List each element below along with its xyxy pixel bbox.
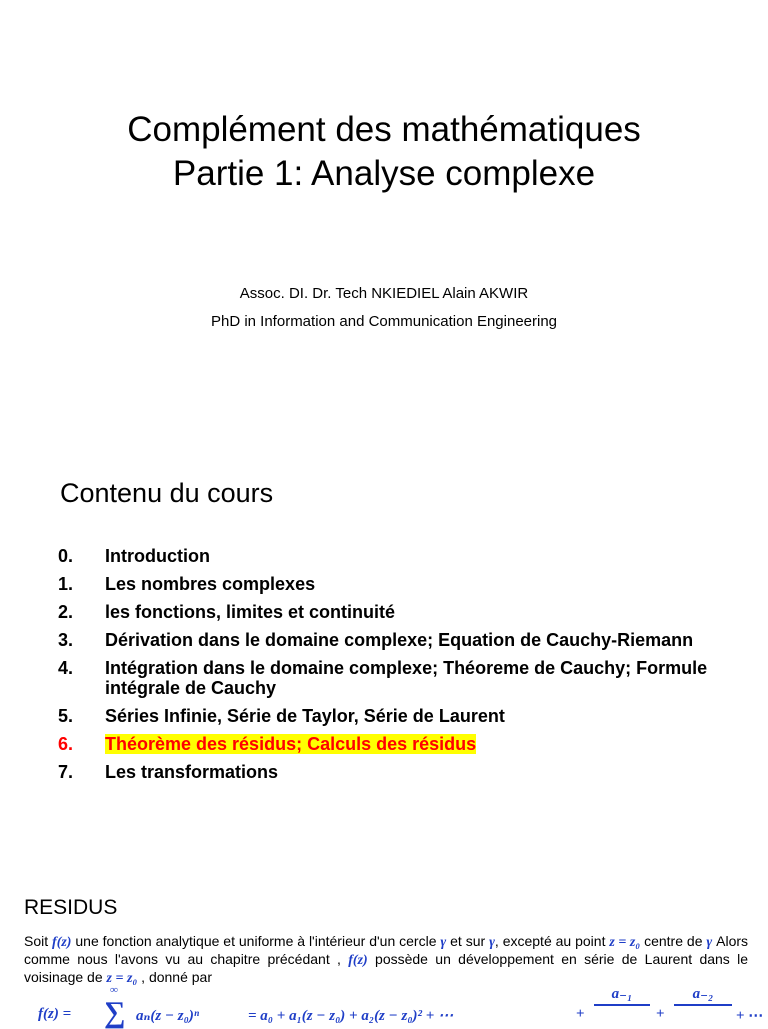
toc-item-text: Dérivation dans le domaine complexe; Equation de Cauchy-Riemann — [105, 630, 694, 650]
toc-item-highlighted — [58, 734, 738, 754]
author-degree: PhD in Information and Communication Engineering — [210, 313, 558, 330]
toc-item-number: 0. — [58, 546, 74, 566]
math-inline: z = z₀ — [106, 971, 138, 986]
title-line-2: Partie 1: Analyse complexe — [172, 154, 596, 193]
toc-item — [58, 574, 738, 594]
toc-item-text: Introduction — [105, 546, 210, 566]
formula-lhs: f(z) = — [38, 1006, 72, 1022]
toc-item — [58, 706, 738, 726]
title-line-1: Complément des mathématiques — [127, 110, 641, 149]
fraction-bar — [674, 1004, 732, 1006]
document-title — [0, 108, 768, 196]
fraction-bar — [594, 1004, 650, 1006]
section-heading: RESIDUS — [24, 896, 118, 919]
math-inline: f(z) — [52, 935, 72, 950]
summation-symbol: ∑ — [104, 996, 126, 1029]
fraction-numerator-1: a₋₁ — [611, 986, 633, 1002]
toc-item-text: les fonctions, limites et continuité — [105, 602, 396, 622]
math-inline: z = z₀ — [609, 935, 641, 950]
toc-item-text: Intégration dans le domaine complexe; Théoreme de Cauchy; Formule intégrale de Cauchy — [105, 658, 708, 698]
series-tail: + ⋯ — [736, 1008, 764, 1024]
toc-item-number: 5. — [58, 706, 74, 726]
sum-upper-limit: ∞ — [110, 984, 118, 996]
toc-item-text: Les nombres complexes — [105, 574, 316, 594]
toc-item — [58, 630, 738, 650]
toc-item — [58, 546, 738, 566]
math-inline: γ — [440, 935, 447, 950]
toc-item-number: 7. — [58, 762, 74, 782]
fraction-numerator-2: a₋₂ — [692, 986, 714, 1002]
plus-sign: + — [576, 1006, 585, 1022]
toc-item — [58, 658, 738, 698]
toc-item — [58, 762, 738, 782]
toc-item-text: Théorème des résidus; Calculs des résidus — [105, 734, 477, 754]
series-expansion: = a₀ + a₁(z − z₀) + a₂(z − z₀)² + ⋯ — [248, 1008, 454, 1024]
math-inline: γ — [489, 935, 495, 950]
laurent-series-formula — [38, 984, 768, 1029]
author-name: Assoc. DI. Dr. Tech NKIEDIEL Alain AKWIR — [239, 285, 529, 302]
toc-item-text: Séries Infinie, Série de Taylor, Série de Laurent — [105, 706, 505, 726]
table-of-contents — [58, 546, 738, 790]
math-inline: γ — [706, 935, 713, 950]
math-inline: f(z) — [348, 953, 368, 968]
toc-item-number: 6. — [58, 734, 74, 754]
sum-term: aₙ(z − z₀)ⁿ — [136, 1008, 200, 1024]
toc-item — [58, 602, 738, 622]
toc-heading: Contenu du cours — [60, 478, 274, 508]
author-block — [0, 280, 768, 336]
section-paragraph: Soit f(z) une fonction analytique et uniforme à l'intérieur d'un cercle γ et sur γ, excepté au point z = z₀ centre de γ Alors comme nous l'avons vu au chapitre précédant , f(z) possède un développement en série de Laurent dans le voisinage de z = z₀ , donné par — [24, 933, 749, 986]
toc-item-number: 1. — [58, 574, 74, 594]
toc-item-text: Les transformations — [105, 762, 279, 782]
plus-sign: + — [656, 1006, 665, 1022]
toc-item-number: 3. — [58, 630, 74, 650]
toc-item-number: 2. — [58, 602, 74, 622]
toc-item-number: 4. — [58, 658, 74, 678]
